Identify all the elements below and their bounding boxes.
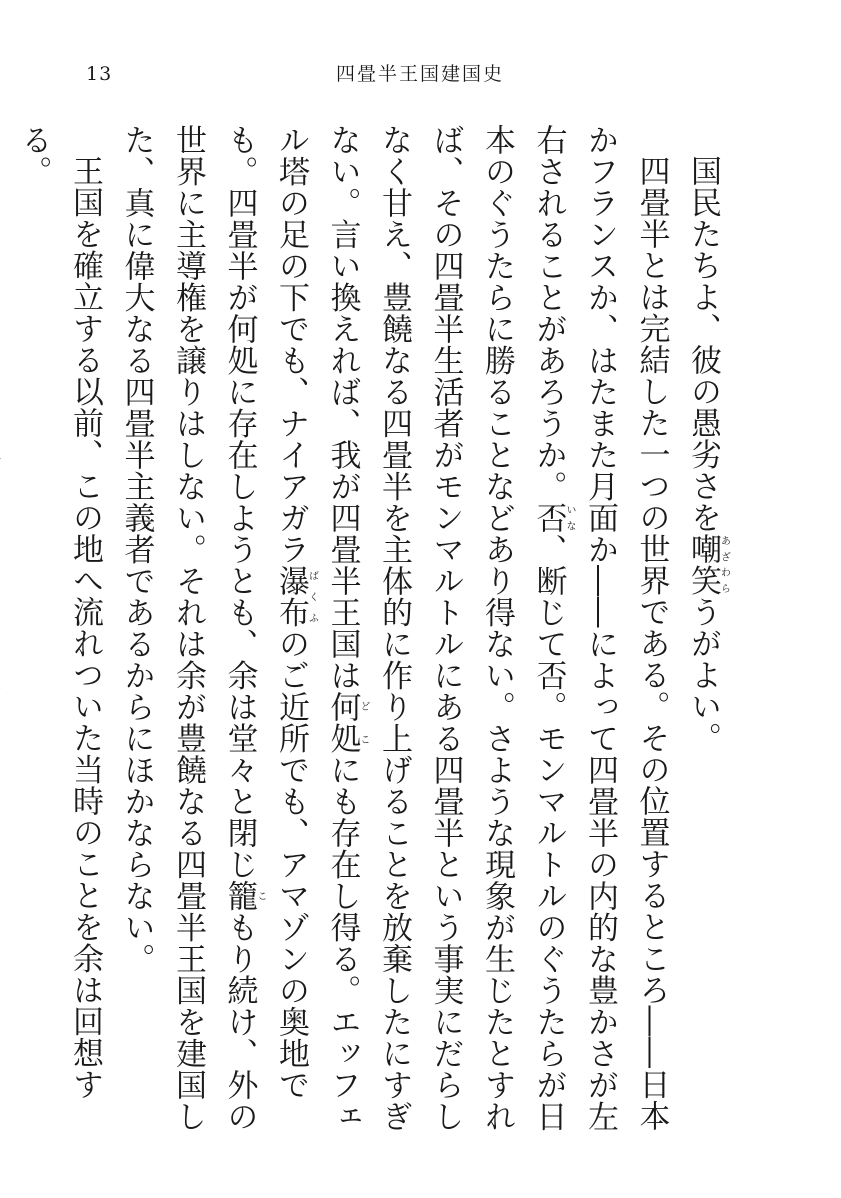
ruby-reading: ばくふ <box>306 565 318 628</box>
ruby-ko <box>221 880 266 912</box>
text-segment: のご近所でも、アマゾンの奥地でも。四畳半が何処に存在しようとも、余は堂々と閉じ <box>221 124 309 1101</box>
text-segment: 四畳半とは完結した一つの世界である。その位置するところ――日本かフランスか、はたまた月面か――によって四畳半の内的な豊かさが左右されることがあろうか。 <box>530 124 670 1132</box>
ruby-base: 瀑布 <box>273 565 309 628</box>
ruby-azawara <box>685 533 730 596</box>
ruby-base: 籠 <box>221 880 258 912</box>
paragraph-2 <box>110 124 677 1144</box>
ruby-reading: いな <box>564 502 575 534</box>
body-text <box>15 124 730 1144</box>
running-head: 四畳半王国建国史 <box>335 63 504 85</box>
page-number: 13 <box>86 63 113 85</box>
ruby-base: 嘲笑 <box>685 533 721 596</box>
ruby-bakufu <box>273 565 318 628</box>
text-segment: 、断じて否。モンマルトルのぐうたらが日本のぐうたらに勝ることなどあり得ない。さような現象が生じたとすれば、その四畳半生活者がモンマルトルにある四畳半という事実にだらしなく甘え、豊饒なる四畳半を主体的に作り上げることを放棄したにすぎない。言い換えれば、我が四畳半王国は <box>324 124 567 1132</box>
text-segment: 国民たちよ、彼の愚劣さを <box>685 155 721 533</box>
ruby-reading: どこ <box>358 691 369 754</box>
text-segment: もり続け、外の世界に主導権を譲りはしない。それは余が豊饒なる四畳半王国を建国した、真に偉大なる四畳半主義者であるからにほかならない。 <box>118 124 258 1132</box>
ruby-base: 否 <box>530 502 567 534</box>
text-segment: うがよい。 <box>685 596 721 754</box>
paragraph-1 <box>677 124 730 1144</box>
ruby-ina <box>530 502 575 534</box>
ruby-reading: こ <box>255 880 266 912</box>
text-segment: 王国を確立する以前、この地へ流れついた当時のことを余は回想する。 <box>15 124 103 1100</box>
ruby-reading: あざわら <box>718 533 730 596</box>
text-segment: にも存在し得る。エッフェル塔の足の下でも、ナイアガラ <box>273 124 361 1132</box>
ruby-doko <box>324 691 369 754</box>
paragraph-4 <box>0 124 7 1144</box>
paragraph-3 <box>7 124 110 1144</box>
ruby-base: 何処 <box>324 691 361 754</box>
